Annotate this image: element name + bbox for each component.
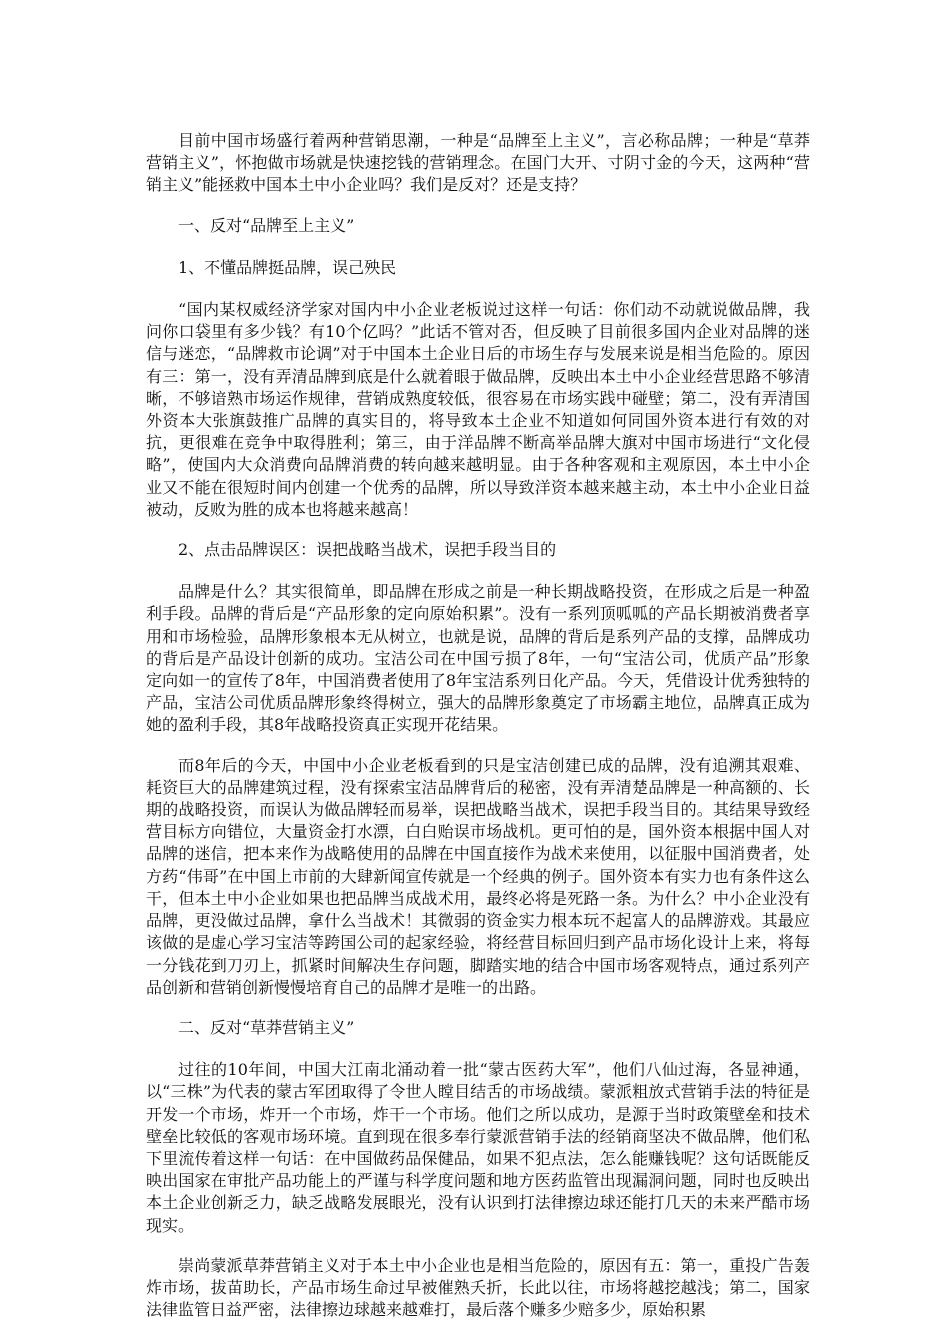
subsection-heading-1: 1、不懂品牌挺品牌，误己殃民 — [178, 257, 397, 277]
body-paragraph: 过往的10年间，中国大江南北涌动着一批“蒙古医药大军”，他们八仙过海，各显神通，以“三株”为代表的蒙古军团取得了令世人瞠目结舌的市场战绩。蒙派粗放式营销手法的特征是开发一个市场，炸开一个市场，炸干一个市场。他们之所以成功，是源于当时政策壁垒和技术壁垒比较低的客观市场环境。直到现在很多奉行蒙派营销手法的经销商坚决不做品牌，他们私下里流传着这样一句话：在中国做药品保健品，如果不犯点法，怎么能赚钱呢？这句话既能反映出国家在审批产品功能上的严谨与科学度问题和地方医药监管出现漏洞问题，同时也反映出本土企业创新乏力，缺乏战略发展眼光，没有认识到打法律擦边球还能打几天的未来严酷市场现实。 — [146, 1060, 810, 1235]
section-heading-1: 一、反对“品牌至上主义” — [178, 215, 355, 235]
intro-paragraph: 目前中国市场盛行着两种营销思潮，一种是“品牌至上主义”，言必称品牌；一种是“草莽营销主义”，怀抱做市场就是快速挖钱的营销理念。在国门大开、寸阴寸金的今天，这两种“营销主义”能拯救中国本土中小企业吗？我们是反对？还是支持？ — [146, 131, 810, 195]
body-paragraph: 品牌是什么？其实很简单，即品牌在形成之前是一种长期战略投资，在形成之后是一种盈利手段。品牌的背后是“产品形象的定向原始积累”。没有一系列顶呱呱的产品长期被消费者享用和市场检验，品牌形象根本无从树立，也就是说，品牌的背后是系列产品的支撑，品牌成功的背后是产品设计创新的成功。宝洁公司在中国亏损了8年，一句“宝洁公司，优质产品”形象定向如一的宣传了8年，中国消费者使用了8年宝洁系列日化产品。今天，凭借设计优秀独特的产品，宝洁公司优质品牌形象终得树立，强大的品牌形象奠定了市场霸主地位，品牌真正成为她的盈利手段，其8年战略投资真正实现开花结果。 — [146, 582, 810, 735]
body-paragraph: “国内某权威经济学家对国内中小企业老板说过这样一句话：你们动不动就说做品牌，我问你口袋里有多少钱？有10个亿吗？”此话不管对否，但反映了目前很多国内企业对品牌的迷信与迷恋，“品牌救市论调”对于中国本土企业日后的市场生存与发展来说是相当危险的。原因有三：第一，没有弄清品牌到底是什么就着眼于做品牌，反映出本土中小企业经营思路不够清晰，不够谙熟市场运作规律，营销成熟度较低，很容易在市场实践中碰壁；第二，没有弄清国外资本大张旗鼓推广品牌的真实目的，将导致本土企业不知道如何同国外资本进行有效的对抗，更很难在竞争中取得胜利；第三，由于洋品牌不断高举品牌大旗对中国市场进行“文化侵略”，使国内大众消费向品牌消费的转向越来越明显。由于各种客观和主观原因，本土中小企业又不能在很短时间内创建一个优秀的品牌，所以导致洋资本越来越主动，本土中小企业日益被动，反败为胜的成本也将越来越高！ — [146, 300, 810, 519]
body-paragraph: 而8年后的今天，中国中小企业老板看到的只是宝洁创建已成的品牌，没有追溯其艰难、耗资巨大的品牌建筑过程，没有探索宝洁品牌背后的秘密，没有弄清楚品牌是一种高额的、长期的战略投资，而误认为做品牌轻而易举，误把战略当战术，误把手段当目的。其结果导致经营目标方向错位，大量资金打水漂，白白贻误市场战机。更可怕的是，国外资本根据中国人对品牌的迷信，把本来作为战略使用的品牌在中国直接作为战术来使用，以征服中国消费者，处方药“伟哥”在中国上市前的大肆新闻宣传就是一个经典的例子。国外资本有实力也有条件这么干，但本土中小企业如果也把品牌当成战术用，最终必将是死路一条。为什么？中小企业没有品牌，更没做过品牌，拿什么当战术！其微弱的资金实力根本玩不起富人的品牌游戏。其最应该做的是虚心学习宝洁等跨国公司的起家经验，将经营目标回归到产品市场化设计上来，将每一分钱花到刀刃上，抓紧时间解决生存问题，脚踏实地的结合中国市场客观特点，通过系列产品创新和营销创新慢慢培育自己的品牌才是唯一的出路。 — [146, 755, 810, 997]
section-heading-2: 二、反对“草莽营销主义” — [178, 1017, 355, 1037]
subsection-heading-2: 2、点击品牌误区：误把战略当战术，误把手段当目的 — [178, 540, 557, 560]
body-paragraph: 崇尚蒙派草莽营销主义对于本土中小企业也是相当危险的，原因有五：第一，重投广告轰炸市场，拔苗助长，产品市场生命过早被催熟夭折，长此以往，市场将越挖越浅；第二，国家法律监管日益严密，法律擦边球越来越难打，最后落个赚多少赔多少，原始积累 — [146, 1255, 810, 1320]
document-body — [146, 130, 810, 1339]
